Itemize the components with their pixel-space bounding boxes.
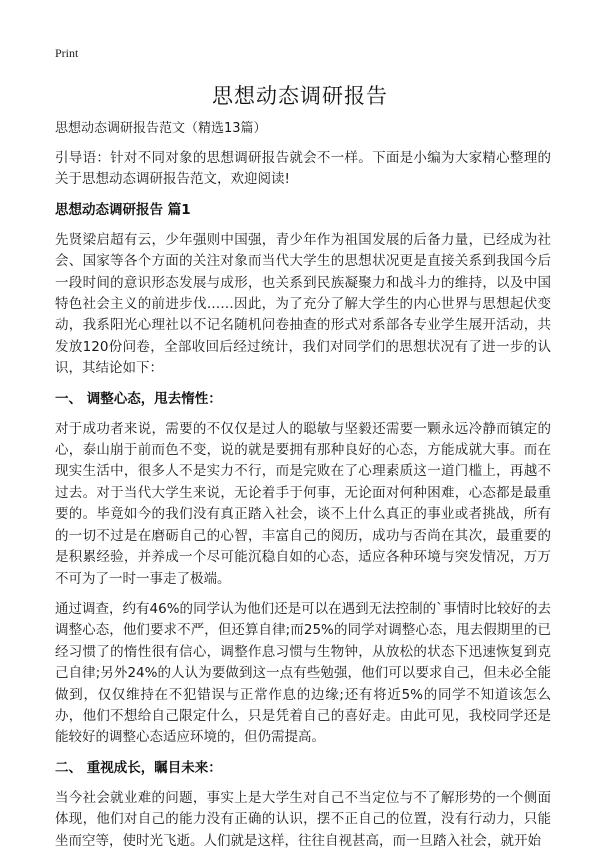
paragraph-2: 对于成功者来说，需要的不仅仅是过人的聪敏与坚毅还需要一颗永远冷静而镇定的心，泰山崩于前而色不变，说的就是要拥有那种良好的心态，方能成就大事。而在现实生活中，很多人不是实力不行，而是完败在了心理素质这一道门槛上，再越不过去。对于当代大学生来说，无论着手于何事，无论面对何种困难，心态都是最重要的。毕竟如今的我们没有真正踏入社会，谈不上什么真正的事业或者挑战，所有的一切不过是在磨砺自己的心智，丰富自己的阅历，成功与否尚在其次，最重要的是积累经验，并养成一个尽可能沉稳自如的心态，适应各种环境与突发情况，万万不可为了一时一事走了极端。 [55,420,551,587]
document-body [55,118,551,861]
paragraph-4: 当今社会就业难的问题，事实上是大学生对自己不当定位与不了解形势的一个侧面体现，他们对自己的能力没有正确的认识，摆不正自己的位置，没有行动力，只能坐而空等，使时光飞逝。人们就是这样，往往自视甚高，而一旦踏入社会，就开始 [55,789,551,849]
print-label: Print [55,46,79,60]
intro-paragraph: 引导语：针对不同对象的思想调研报告就会不一样。下面是小编为大家精心整理的关于思想动态调研报告范文，欢迎阅读! [55,150,551,188]
document-subtitle: 思想动态调研报告范文（精选13篇） [55,121,267,136]
paragraph-1: 先贤梁启超有云，少年强则中国强，青少年作为祖国发展的后备力量，已经成为社会、国家等各个方面的关注对象而当代大学生的思想状况更是直接关系到我国今后一段时间的意识形态发展与成形，也关系到民族凝聚力和战斗力的维持，以及中国特色社会主义的前进步伐……因此，为了充分了解大学生的内心世界与思想起伏变动，我系阳光心理社以不记名随机问卷抽查的形式对系部各专业学生展开活动，共发放120份问卷，全部收回后经过统计，我们对同学们的思想状况有了进一步的认识，其结论如下： [55,231,551,377]
section-1-heading: 一、 调整心态，甩去惰性： [55,390,222,407]
article-heading: 思想动态调研报告 篇1 [55,201,191,218]
section-2-heading: 二、 重视成长，瞩目未来： [55,759,222,776]
page-title: 思想动态调研报告 [212,84,388,108]
paragraph-3: 通过调查，约有46%的同学认为他们还是可以在遇到无法控制的`事情时比较好的去调整心态，他们要求不严，但还算自律;而25%的同学对调整心态，甩去假期里的已经习惯了的惰性很有信心，调整作息习惯与生物钟，从放松的状态下迅速恢复到克己自律;另外24%的人认为要做到这一点有些勉强，他们可以要求自己，但未必全能做到，仅仅维持在不犯错误与正常作息的边缘;还有将近5%的同学不知道该怎么办，他们不想给自己限定什么，只是凭着自己的喜好走。由此可见，我校同学还是能较好的调整心态适应环境的，但仍需提高。 [55,600,551,746]
